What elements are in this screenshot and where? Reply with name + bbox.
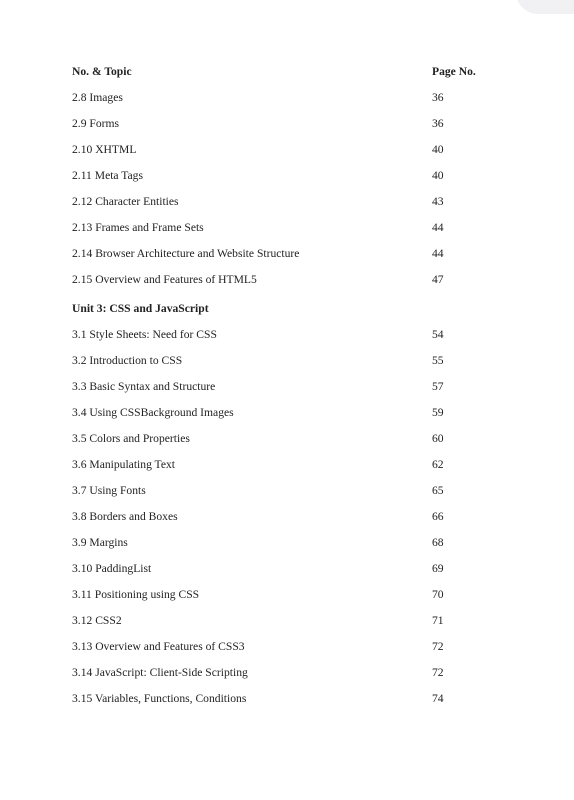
toc-row [72,351,492,371]
toc-page-number: 74 [432,692,444,705]
toc-topic: 3.14 JavaScript: Client-Side Scripting [72,666,248,679]
toc-row [72,403,492,423]
toc-topic: 3.5 Colors and Properties [72,432,190,445]
toc-page-number: 66 [432,510,444,523]
toc-page-number: 59 [432,406,444,419]
toc-page-number: 43 [432,195,444,208]
toc-topic: 3.2 Introduction to CSS [72,354,183,367]
toc-topic: 3.10 PaddingList [72,562,152,575]
toc-row [72,140,492,160]
toc-row [72,689,492,709]
toc-topic: 3.13 Overview and Features of CSS3 [72,640,245,653]
toc-row [72,533,492,553]
topic-column-header: No. & Topic [72,65,132,78]
toc-header-row [72,62,492,82]
toc-topic: 3.11 Positioning using CSS [72,588,200,601]
toc-topic: 2.11 Meta Tags [72,169,143,182]
toc-row [72,663,492,683]
toc-topic: 2.9 Forms [72,117,120,130]
toc-row [72,88,492,108]
toc-row [72,455,492,475]
toc-row [72,244,492,264]
unit-heading [72,299,492,319]
toc-row [72,559,492,579]
page-column-header: Page No. [432,65,476,78]
toc-row [72,611,492,631]
toc-page-number: 68 [432,536,444,549]
toc-page-number: 36 [432,117,444,130]
toc-page-number: 62 [432,458,444,471]
toc-row [72,637,492,657]
toc-page-number: 69 [432,562,444,575]
toc-topic: 2.8 Images [72,91,123,104]
toc-topic: 3.9 Margins [72,536,128,549]
toc-topic: 3.4 Using CSSBackground Images [72,406,234,419]
page-corner-shade [516,0,574,14]
toc-page-number: 57 [432,380,444,393]
toc-row [72,192,492,212]
toc-topic: 3.8 Borders and Boxes [72,510,178,523]
toc-row [72,270,492,290]
toc-topic: 3.1 Style Sheets: Need for CSS [72,328,217,341]
toc-topic: 3.12 CSS2 [72,614,122,627]
toc-row [72,481,492,501]
toc-page-number: 36 [432,91,444,104]
toc-row [72,114,492,134]
toc-row [72,507,492,527]
toc-topic: 2.15 Overview and Features of HTML5 [72,273,257,286]
toc-topic: 2.14 Browser Architecture and Website Structure [72,247,300,260]
toc-topic: 3.3 Basic Syntax and Structure [72,380,216,393]
toc-page-number: 54 [432,328,444,341]
toc-topic: 3.15 Variables, Functions, Conditions [72,692,247,705]
toc-page-number: 72 [432,640,444,653]
toc-row [72,585,492,605]
toc-row [72,429,492,449]
toc-topic: 2.10 XHTML [72,143,137,156]
toc-topic: 2.13 Frames and Frame Sets [72,221,204,234]
toc-page-number: 47 [432,273,444,286]
toc-topic: 3.6 Manipulating Text [72,458,175,471]
toc-topic: 3.7 Using Fonts [72,484,146,497]
toc-page-number: 40 [432,169,444,182]
toc-row [72,166,492,186]
toc-page-number: 70 [432,588,444,601]
toc-topic: 2.12 Character Entities [72,195,179,208]
toc-page-number: 60 [432,432,444,445]
toc-row [72,218,492,238]
toc-page-number: 40 [432,143,444,156]
toc-page-number: 55 [432,354,444,367]
toc-page-number: 44 [432,247,444,260]
toc-row [72,325,492,345]
toc-page-number: 65 [432,484,444,497]
toc-row [72,377,492,397]
toc-page-number: 44 [432,221,444,234]
toc-page-number: 72 [432,666,444,679]
unit-heading-title: Unit 3: CSS and JavaScript [72,302,209,315]
toc-page-number: 71 [432,614,444,627]
